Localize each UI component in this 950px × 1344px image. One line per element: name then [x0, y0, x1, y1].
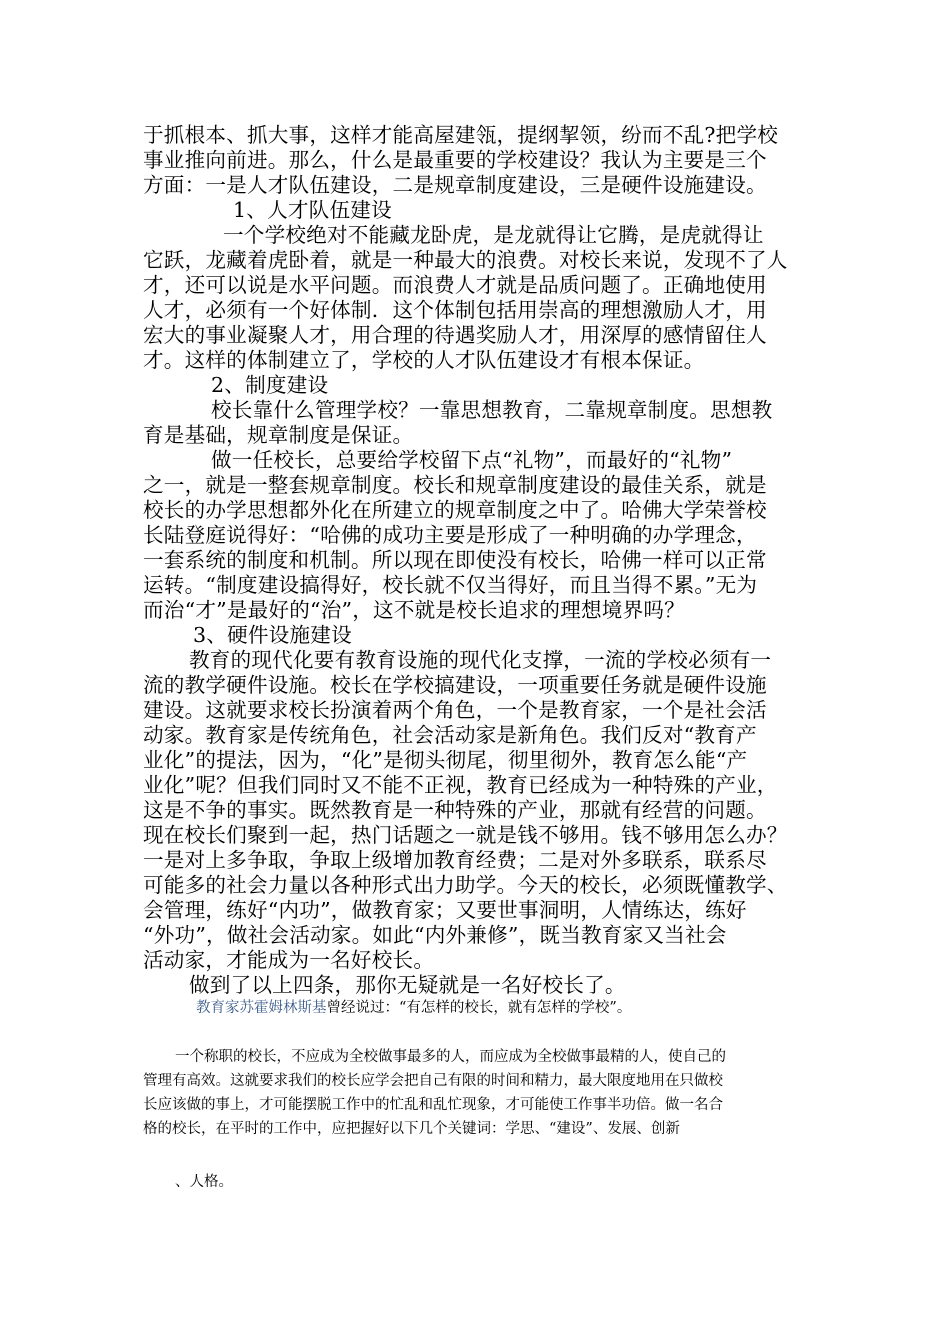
section3-line: 活动家，才能成为一名好校长。: [143, 948, 435, 972]
final-paragraph: [143, 1045, 726, 1141]
quote-text: 曾经说过：“有怎样的校长，就有怎样的学校”。: [326, 1000, 632, 1016]
section3-line: 流的教学硬件设施。校长在学校搞建设，一项重要任务就是硬件设施: [143, 673, 767, 697]
section2-p2-line: 而治“才”是最好的“治”，这不就是校长追求的理想境界吗？: [143, 598, 685, 622]
section3-line: 可能多的社会力量以各种形式出力助学。今天的校长，必须既懂教学、: [143, 873, 788, 897]
section3-heading: 3、硬件设施建设: [193, 623, 352, 647]
final-tail: 、人格。: [175, 1174, 233, 1190]
section3-closing: 做到了以上四条，那你无疑就是一名好校长了。: [189, 973, 626, 997]
section2-p2-line: 之一，就是一整套规章制度。校长和规章制度建设的最佳关系，就是: [143, 473, 767, 497]
section3-line: 业化”呢？但我们同时又不能不正视，教育已经成为一种特殊的产业，: [143, 773, 778, 797]
section3-line: “外功”，做社会活动家。如此“内外兼修”，既当教育家又当社会: [143, 923, 727, 947]
section2-p2-line: 校长的办学思想都外化在所建立的规章制度之中了。哈佛大学荣誉校: [143, 498, 767, 522]
final-line: 管理有高效。这就要求我们的校长应学会把自己有限的时间和精力，最大限度地用在只做校: [143, 1073, 723, 1089]
section2-p1-line: 校长靠什么管理学校？一靠思想教育，二靠规章制度。思想教: [211, 398, 773, 422]
section1-line: 人才，必须有一个好体制．这个体制包括用崇高的理想激励人才，用: [143, 298, 767, 322]
section2-p2-line: 长陆登庭说得好：“哈佛的成功主要是形成了一种明确的办学理念，: [143, 523, 757, 547]
intro-paragraph: [143, 123, 813, 198]
section3-line: 教育的现代化要有教育设施的现代化支撑，一流的学校必须有一: [189, 648, 772, 672]
section2-p2-line: 运转。“制度建设搞得好，校长就不仅当得好，而且当得不累。”无为: [143, 573, 758, 597]
section2-p1-line: 育是基础，规章制度是保证。: [143, 423, 414, 447]
section3-line: 一是对上多争取，争取上级增加教育经费；二是对外多联系，联系尽: [143, 848, 767, 872]
section3: [143, 623, 813, 998]
section2: [143, 373, 813, 623]
section3-line: 这是不争的事实。既然教育是一种特殊的产业，那就有经营的问题。: [143, 798, 767, 822]
final-line: 一个称职的校长，不应成为全校做事最多的人，而应成为全校做事最精的人，使自己的: [175, 1049, 726, 1065]
intro-line: 方面：一是人才队伍建设，二是规章制度建设，三是硬件设施建设。: [143, 173, 767, 197]
section1-line: 一个学校绝对不能藏龙卧虎，是龙就得让它腾，是虎就得让: [223, 223, 764, 247]
section3-line: 建设。这就要求校长扮演着两个角色，一个是教育家，一个是社会活: [143, 698, 767, 722]
section3-line: 动家。教育家是传统角色，社会活动家是新角色。我们反对“教育产: [143, 723, 757, 747]
section1: [143, 198, 813, 373]
section2-heading: 2、制度建设: [211, 373, 329, 397]
quote-line: [196, 996, 631, 1020]
section1-heading: 1、人才队伍建设: [233, 198, 392, 222]
section3-line: 现在校长们聚到一起，热门话题之一就是钱不够用。钱不够用怎么办？: [143, 823, 788, 847]
section1-line: 才，还可以说是水平问题。而浪费人才就是品质问题了。正确地使用: [143, 273, 767, 297]
section2-p2-line: 一套系统的制度和机制。所以现在即使没有校长，哈佛一样可以正常: [143, 548, 767, 572]
quote-author-link[interactable]: 教育家苏霍姆林斯基: [196, 1000, 327, 1016]
intro-line: 于抓根本、抓大事，这样才能高屋建瓴，提纲挈领，纷而不乱?把学校: [143, 123, 779, 147]
section3-line: 会管理，练好“内功”，做教育家；又要世事洞明，人情练达，练好: [143, 898, 747, 922]
section3-line: 业化”的提法，因为，“化”是彻头彻尾，彻里彻外，教育怎么能“产: [143, 748, 748, 772]
final-line: 长应该做的事上，才可能摆脱工作中的忙乱和乱忙现象，才可能使工作事半功倍。做一名合: [143, 1097, 723, 1113]
section2-p2-line: 做一任校长，总要给学校留下点“礼物”，而最好的“礼物”: [211, 448, 733, 472]
intro-line: 事业推向前进。那么，什么是最重要的学校建设？我认为主要是三个: [143, 148, 767, 172]
section1-line: 才。这样的体制建立了，学校的人才队伍建设才有根本保证。: [143, 348, 705, 372]
final-line: 格的校长，在平时的工作中，应把握好以下几个关键词：学思、“建设”、发展、创新: [143, 1121, 680, 1137]
section1-line: 它跃，龙藏着虎卧着，就是一种最大的浪费。对校长来说，发现不了人: [143, 248, 788, 272]
section1-line: 宏大的事业凝聚人才，用合理的待遇奖励人才，用深厚的感情留住人: [143, 323, 767, 347]
